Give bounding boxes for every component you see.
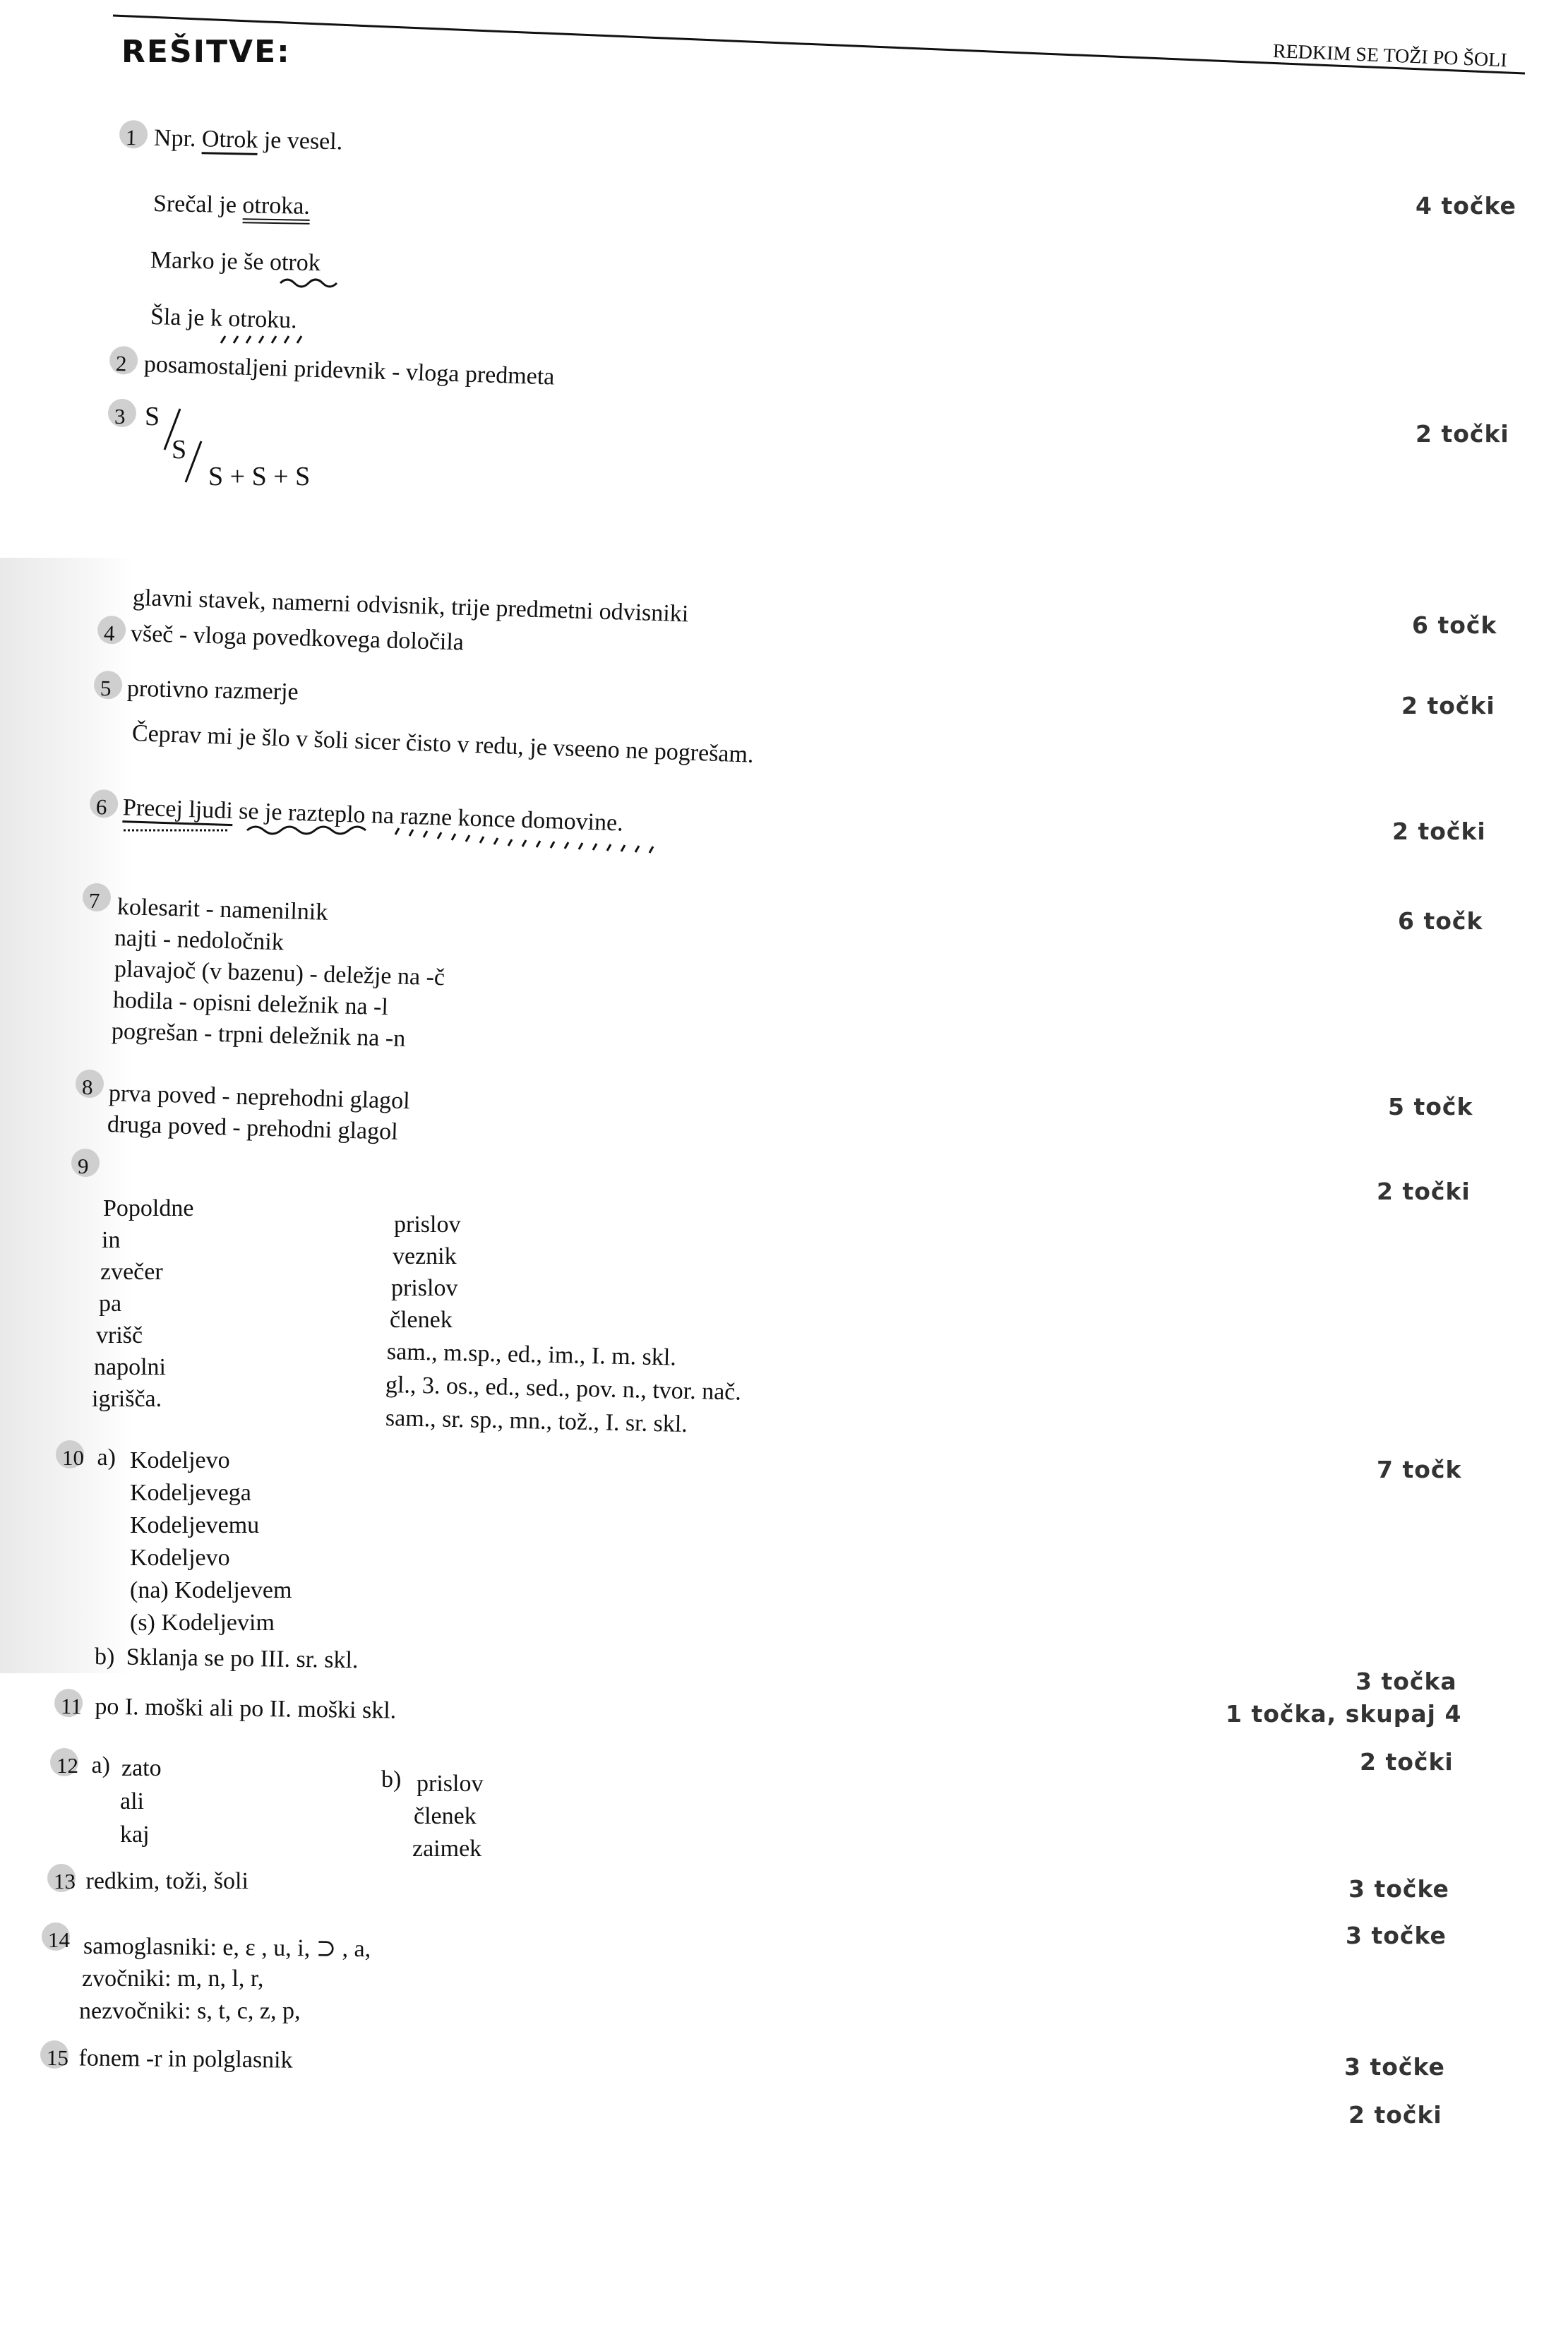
points-q1: 4 točke	[1416, 192, 1516, 220]
q9-word: zvečer	[100, 1259, 163, 1285]
question-12	[56, 1754, 110, 1778]
q10-form: Kodeljevemu	[130, 1512, 260, 1538]
q1-line-2	[153, 192, 310, 219]
hatched-underline	[215, 333, 314, 347]
question-10	[62, 1446, 116, 1470]
q9-tag: prislov	[394, 1212, 461, 1238]
q6-adverbial: na razne konce domovine.	[371, 802, 624, 837]
q2-text: posamostaljeni pridevnik - vloga predmeta	[143, 351, 555, 390]
question-2	[115, 352, 554, 390]
q12-a-item: kaj	[120, 1821, 150, 1848]
q14-line: samoglasniki: e, ε , u, i, ⊃ , a,	[83, 1933, 371, 1963]
q14-line: zvočniki: m, n, l, r,	[82, 1966, 264, 1992]
question-number: 6	[95, 794, 108, 820]
q12-b-label: b)	[381, 1766, 402, 1793]
q3-s2: S	[172, 435, 187, 465]
q10-a-label: a)	[97, 1444, 116, 1471]
q10-form: (s) Kodeljevim	[130, 1610, 275, 1636]
question-1	[126, 126, 343, 154]
q10-b	[95, 1645, 359, 1673]
q11-text: po I. moški ali po II. moški skl.	[95, 1693, 397, 1724]
question-number: 15	[46, 2045, 69, 2071]
question-number: 1	[125, 125, 137, 150]
points-q15b: 2 točki	[1348, 2101, 1442, 2129]
q12-a-item: zato	[121, 1755, 162, 1781]
points-q14: 3 točke	[1346, 1922, 1447, 1949]
question-number: 12	[56, 1753, 78, 1778]
q12-b-item: prislov	[417, 1771, 484, 1797]
q9-tag: prislov	[391, 1275, 458, 1301]
points-q4: 2 točki	[1401, 692, 1495, 719]
question-number: 10	[62, 1445, 84, 1470]
points-q6: 2 točki	[1392, 818, 1486, 845]
q9-word: vrišč	[96, 1322, 143, 1348]
q9-word: Popoldne	[103, 1195, 194, 1221]
question-13	[54, 1870, 249, 1894]
q1-line-4	[150, 305, 298, 333]
q9-word: igrišča.	[92, 1386, 162, 1412]
points-q13: 3 točke	[1348, 1875, 1449, 1903]
q1-line-2-text: Srečal je	[152, 191, 237, 219]
q12-b-item: zaimek	[412, 1836, 482, 1862]
points-q10: 7 točk	[1377, 1456, 1462, 1483]
points-q7: 6 točk	[1398, 907, 1483, 935]
q7-line: pogrešan - trpni deležnik na -n	[111, 1018, 406, 1052]
question-4	[104, 621, 465, 654]
question-15	[47, 2046, 293, 2073]
q7-line: hodila - opisni deležnik na -l	[112, 987, 389, 1021]
question-5	[100, 676, 299, 705]
question-number: 3	[114, 404, 126, 429]
q6-predicate: se je razteplo	[238, 798, 366, 828]
q1-word-predicate: otrok	[269, 249, 321, 277]
q12-b-item: členek	[414, 1803, 477, 1829]
q9-tag: veznik	[393, 1243, 457, 1269]
q5-line-2: Čeprav mi je šlo v šoli sicer čisto v redu, je vseeno ne pogrešam.	[131, 720, 755, 768]
q10-b-text: Sklanja se po III. sr. skl.	[126, 1644, 359, 1674]
q3-s3: S + S + S	[208, 462, 311, 491]
q9-word: in	[102, 1227, 121, 1253]
q10-form: Kodeljevo	[130, 1447, 230, 1473]
q10-form: Kodeljevo	[130, 1545, 230, 1571]
points-q9: 2 točki	[1377, 1178, 1471, 1205]
q6-underlines	[120, 825, 685, 867]
points-q8: 5 točk	[1388, 1093, 1473, 1120]
q10-form: Kodeljevega	[130, 1480, 251, 1506]
q1-word-subject: Otrok	[202, 126, 258, 155]
q3-text: glavni stavek, namerni odvisnik, trije predmetni odvisniki	[132, 585, 689, 628]
question-number: 5	[100, 676, 112, 701]
q9-tag: sam., sr. sp., mn., tož., I. sr. skl.	[385, 1405, 688, 1437]
question-number: 14	[48, 1927, 70, 1952]
q13-text: redkim, toži, šoli	[85, 1868, 249, 1894]
question-number: 4	[103, 621, 115, 646]
q6-subject: Precej ljudi	[122, 794, 233, 826]
q7-line: najti - nedoločnik	[114, 925, 285, 956]
q1-line-3-text: Marko je še	[150, 247, 264, 275]
question-number: 9	[78, 1154, 89, 1178]
question-11	[61, 1694, 397, 1723]
q8-line: prva poved - neprehodni glagol	[108, 1080, 411, 1115]
page-subtitle: REDKIM SE TOŽI PO ŠOLI	[1272, 40, 1508, 72]
q9-tag: gl., 3. os., ed., sed., pov. n., tvor. nač.	[385, 1372, 742, 1406]
question-number: 7	[89, 888, 100, 913]
q1-rest: je vesel.	[263, 127, 343, 155]
q10-form: (na) Kodeljevem	[130, 1577, 292, 1603]
q12-a-label: a)	[91, 1752, 110, 1778]
q1-line-4-text: Šla je	[150, 304, 205, 331]
points-q12: 2 točki	[1360, 1748, 1454, 1776]
q9-tag: členek	[390, 1307, 453, 1333]
q1-prefix: Npr.	[153, 124, 196, 152]
q12-a-item: ali	[120, 1788, 144, 1814]
points-q11: 1 točka, skupaj 4	[1226, 1700, 1462, 1728]
question-number: 13	[54, 1869, 76, 1894]
question-number: 2	[115, 351, 128, 376]
q9-tag: sam., m.sp., ed., im., I. m. skl.	[386, 1339, 677, 1371]
q1-line-3	[150, 249, 321, 275]
q5-line-1: protivno razmerje	[126, 675, 299, 705]
q1-word-adverbial: k otroku.	[210, 305, 298, 334]
points-q3: 2 točki	[1416, 420, 1509, 448]
page-title: REŠITVE:	[121, 34, 291, 70]
q7-line: kolesarit - namenilnik	[116, 894, 328, 926]
q7-line: plavajoč (v bazenu) - deležje na -č	[114, 956, 445, 991]
q10-b-label: b)	[94, 1644, 115, 1670]
points-q15a: 3 točke	[1344, 2053, 1445, 2081]
q9-word: napolni	[94, 1354, 166, 1380]
q9-word: pa	[99, 1291, 122, 1317]
q8-line: druga poved - prehodni glagol	[107, 1111, 399, 1145]
q3-s1: S	[145, 402, 160, 431]
q1-word-object: otroka.	[242, 192, 310, 225]
points-q10b: 3 točka	[1355, 1668, 1457, 1695]
question-number: 11	[60, 1694, 83, 1719]
wavy-underline	[279, 277, 342, 292]
question-number: 8	[82, 1075, 93, 1099]
points-q3b: 6 točk	[1412, 611, 1497, 639]
q14-line: nezvočniki: s, t, c, z, p,	[79, 1998, 301, 2024]
q15-text: fonem -r in polglasnik	[78, 2045, 293, 2074]
diagram-slashes	[159, 406, 215, 484]
q4-text: všeč - vloga povedkovega določila	[130, 621, 465, 656]
